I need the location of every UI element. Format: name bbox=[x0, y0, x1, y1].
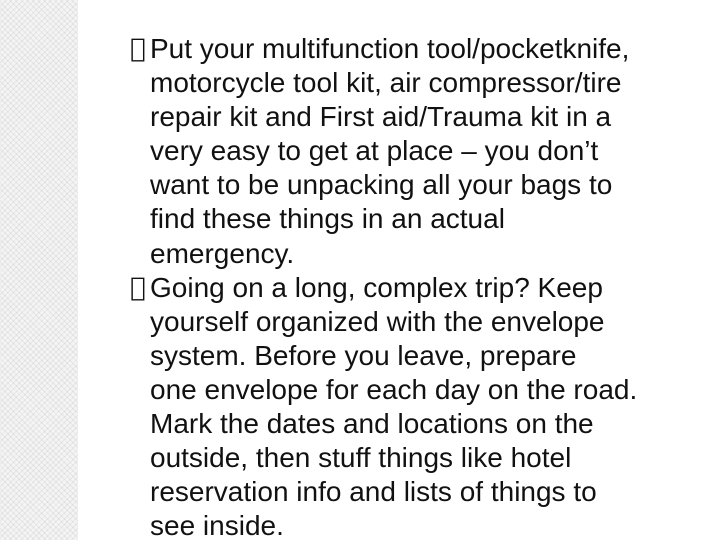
bullet-line: find these things in an actual bbox=[150, 203, 505, 235]
bullet-line: repair kit and First aid/Trauma kit in a bbox=[150, 101, 612, 133]
bullet-line: system. Before you leave, prepare bbox=[150, 339, 577, 371]
decorative-side-stripe bbox=[0, 0, 78, 540]
bullet-icon bbox=[130, 32, 146, 66]
bullet-icon bbox=[130, 271, 146, 305]
bullet-item-2 bbox=[130, 271, 720, 543]
bullet-item-1 bbox=[130, 32, 720, 271]
bullet-line: one envelope for each day on the road. bbox=[150, 373, 638, 405]
bullet-line: yourself organized with the envelope bbox=[150, 305, 605, 337]
bullet-line: outside, then stuff things like hotel bbox=[150, 442, 572, 474]
bullet-line: Mark the dates and locations on the bbox=[150, 408, 594, 440]
bullet-line: want to be unpacking all your bags to bbox=[150, 169, 613, 201]
bullet-line: very easy to get at place – you don’t bbox=[150, 135, 599, 167]
bullet-line: emergency. bbox=[150, 237, 295, 269]
bullet-line: see inside. bbox=[150, 510, 284, 542]
bullet-line: reservation info and lists of things to bbox=[150, 476, 597, 508]
bullet-line: Going on a long, complex trip? Keep bbox=[150, 271, 603, 303]
slide-content bbox=[130, 32, 720, 543]
bullet-line: Put your multifunction tool/pocketknife, bbox=[150, 33, 630, 64]
bullet-line: motorcycle tool kit, air compressor/tire bbox=[150, 67, 622, 99]
